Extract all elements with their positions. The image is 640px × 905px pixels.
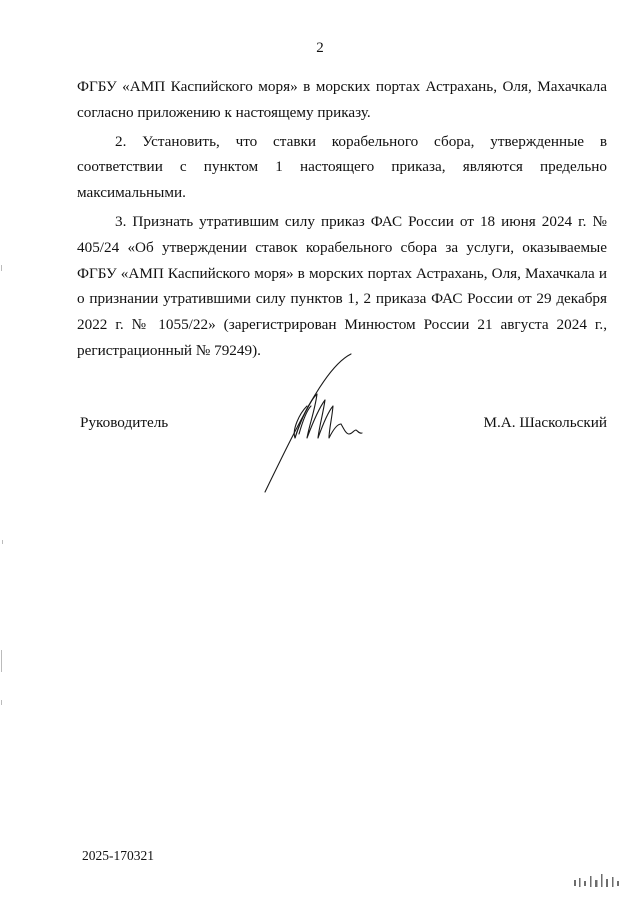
page-number: 2	[316, 40, 324, 56]
registration-code: 2025-170321	[82, 848, 154, 863]
signature-block	[0, 414, 640, 438]
stamp-marks-icon	[566, 862, 626, 892]
paragraph-item-3: 3. Признать утратившим силу приказ ФАС России от 18 июня 2024 г. № 405/24 «Об утверждении ставок корабельного сбора за услуги, оказываемые ФГБУ «АМП Каспийского моря» в морских портах Астрахань, Оля, Махачкала и о признании утратившими силу пунктов 1, 2 приказа ФАС России от 29 декабря 2022 г. № 1055/22» (зарегистрирован Минюстом России 21 августа 2024 г., регистрационный № 79249).	[77, 212, 607, 359]
scan-edge-marks	[0, 0, 6, 905]
signatory-role: Руководитель	[80, 414, 169, 431]
signatory-name: М.А. Шаскольский	[483, 414, 607, 431]
paragraph-item-2: 2. Установить, что ставки корабельного сбора, утвержденные в соответствии с пунктом 1 настоящего приказа, являются предельно максимальными.	[77, 132, 607, 202]
paragraph-continuation: ФГБУ «АМП Каспийского моря» в морских портах Астрахань, Оля, Махачкала согласно приложению к настоящему приказу.	[77, 78, 607, 121]
document-body	[77, 74, 607, 364]
